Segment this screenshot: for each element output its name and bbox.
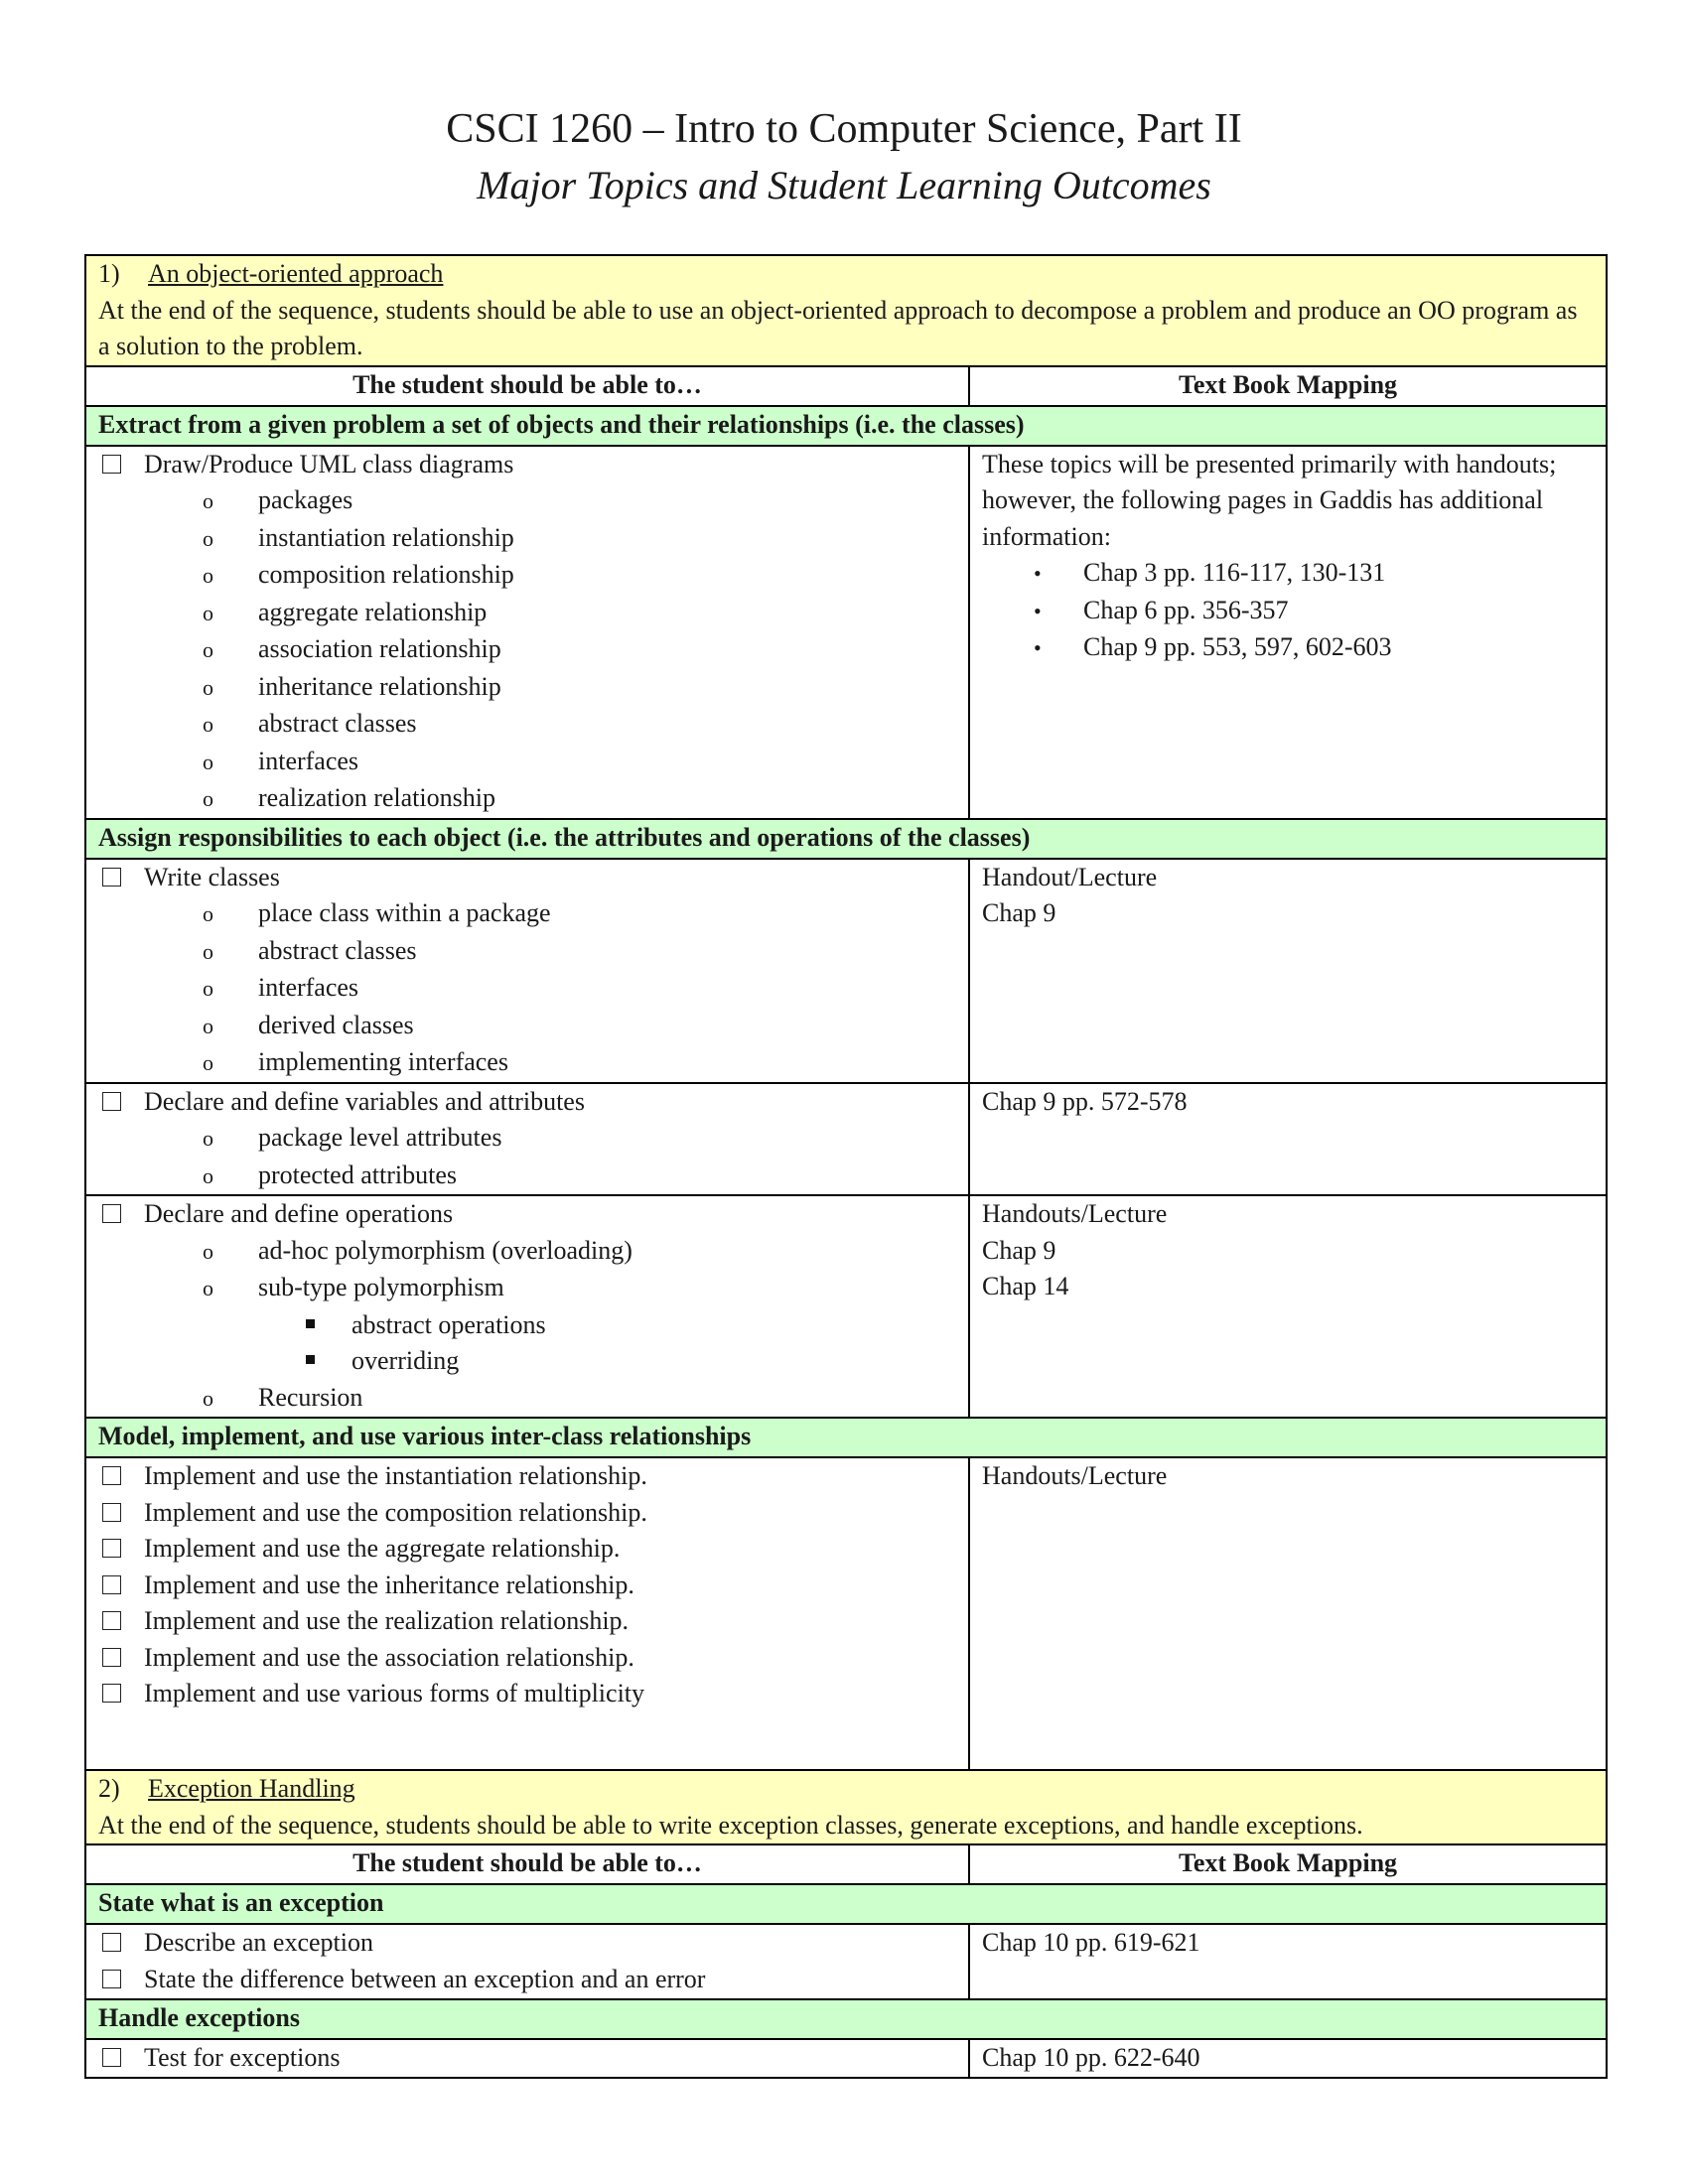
checkbox[interactable] — [102, 868, 121, 887]
mapping-bullet: Chap 9 pp. 553, 597, 602-603 — [1083, 632, 1392, 661]
outcome-subitem: Recursion — [258, 1382, 363, 1412]
section-1-header — [85, 255, 1607, 366]
outcome-subitem: sub-type polymorphism — [258, 1273, 504, 1301]
square-bullet-icon — [302, 1343, 352, 1380]
outcome-list — [85, 1924, 969, 1999]
circle-bullet-icon: o — [203, 1238, 213, 1264]
category-row — [85, 1418, 1607, 1457]
textbook-mapping-cell — [969, 1195, 1607, 1418]
circle-bullet-icon: o — [203, 600, 213, 625]
circle-bullet-icon: o — [203, 1385, 213, 1411]
square-bullet-icon — [302, 1307, 352, 1344]
outcome-item: Describe an exception — [144, 1928, 374, 1957]
outcome-list — [85, 1195, 969, 1418]
outcome-subitem: implementing interfaces — [258, 1047, 508, 1076]
mapping-text: These topics will be presented primarily with handouts; however, the following pages in Gaddis has additional information: — [982, 449, 1557, 551]
mapping-text: Handout/Lecture — [982, 862, 1158, 891]
textbook-mapping-cell — [969, 1924, 1607, 1999]
section-title: An object-oriented approach — [148, 259, 444, 288]
circle-bullet-icon: o — [203, 749, 213, 774]
mapping-text: Chap 14 — [982, 1272, 1069, 1300]
circle-bullet-icon: o — [203, 712, 213, 737]
category-title: Handle exceptions — [85, 1999, 1607, 2039]
circle-bullet-icon: o — [203, 901, 213, 926]
column-header-outcomes: The student should be able to… — [85, 366, 969, 406]
outcome-subitem: interfaces — [258, 973, 359, 1002]
mapping-text: Chap 10 pp. 619-621 — [982, 1928, 1200, 1957]
textbook-mapping-cell — [969, 2039, 1607, 2078]
outcome-row — [85, 1083, 1607, 1196]
checkbox[interactable] — [102, 455, 121, 474]
circle-bullet-icon: o — [203, 976, 213, 1001]
circle-bullet-icon: o — [203, 1013, 213, 1038]
outcome-item: Implement and use the composition relationship. — [144, 1497, 647, 1527]
checkbox[interactable] — [102, 2048, 121, 2067]
checkbox[interactable] — [102, 1648, 121, 1667]
outcome-row — [85, 446, 1607, 819]
outcome-subitem: abstract classes — [258, 935, 417, 965]
section-2-header — [85, 1770, 1607, 1844]
outcome-item: Declare and define variables and attributes — [144, 1086, 585, 1116]
category-row — [85, 1884, 1607, 1924]
circle-bullet-icon: o — [203, 637, 213, 662]
mapping-text: Handouts/Lecture — [982, 1199, 1168, 1228]
mapping-text: Chap 10 pp. 622-640 — [982, 2043, 1200, 2072]
category-title: State what is an exception — [85, 1884, 1607, 1924]
outcome-item: Declare and define operations — [144, 1199, 454, 1228]
outcome-item: Implement and use the aggregate relationship. — [144, 1534, 621, 1563]
column-header-row — [85, 366, 1607, 406]
page-title: CSCI 1260 – Intro to Computer Science, Part II — [446, 106, 1242, 152]
section-1-table — [84, 254, 1608, 1788]
outcome-item: Write classes — [144, 862, 280, 891]
textbook-mapping-cell — [969, 1083, 1607, 1196]
column-header-textbook: Text Book Mapping — [969, 1844, 1607, 1884]
outcome-list — [85, 1083, 969, 1196]
circle-bullet-icon: o — [203, 938, 213, 964]
circle-bullet-icon: o — [203, 488, 213, 513]
outcome-subitem: protected attributes — [258, 1160, 457, 1189]
section-number: 1) — [98, 259, 120, 288]
outcome-subitem: place class within a package — [258, 898, 551, 927]
outcome-subitem: abstract classes — [258, 709, 417, 738]
checkbox[interactable] — [102, 1466, 121, 1485]
category-title: Assign responsibilities to each object (i.e. the attributes and operations of the classes) — [85, 819, 1607, 859]
textbook-mapping-cell — [969, 1457, 1607, 1787]
outcome-item: State the difference between an exception and an error — [144, 1964, 706, 1993]
checkbox[interactable] — [102, 1684, 121, 1703]
category-title: Extract from a given problem a set of objects and their relationships (i.e. the classes) — [85, 406, 1607, 446]
section-description: At the end of the sequence, students should be able to write exception classes, generate exceptions, and handle exceptions. — [98, 1810, 1363, 1840]
outcome-row — [85, 2039, 1607, 2078]
mapping-text: Chap 9 — [982, 1235, 1056, 1265]
column-header-textbook: Text Book Mapping — [969, 366, 1607, 406]
outcome-item: Implement and use various forms of multiplicity — [144, 1679, 645, 1707]
outcome-item: Draw/Produce UML class diagrams — [144, 449, 514, 478]
outcome-subitem: composition relationship — [258, 560, 514, 589]
column-header-outcomes: The student should be able to… — [85, 1844, 969, 1884]
outcome-subitem: package level attributes — [258, 1123, 502, 1152]
circle-bullet-icon: o — [203, 786, 213, 811]
checkbox[interactable] — [102, 1503, 121, 1522]
section-title: Exception Handling — [148, 1774, 355, 1803]
outcome-item: Test for exceptions — [144, 2043, 341, 2072]
circle-bullet-icon: o — [203, 525, 213, 551]
outcome-subitem: interfaces — [258, 746, 359, 775]
circle-bullet-icon: o — [203, 1126, 213, 1151]
outcome-row — [85, 1195, 1607, 1418]
bullet-icon: • — [1034, 635, 1042, 660]
outcome-item: Implement and use the instantiation relationship. — [144, 1461, 647, 1490]
outcome-subitem: packages — [258, 485, 353, 514]
outcome-subitem: aggregate relationship — [258, 597, 488, 626]
column-header-row — [85, 1844, 1607, 1884]
mapping-text: Chap 9 pp. 572-578 — [982, 1086, 1188, 1116]
outcome-subitem: derived classes — [258, 1010, 414, 1039]
outcome-item: Implement and use the inheritance relationship. — [144, 1570, 634, 1599]
outcome-row — [85, 1924, 1607, 1999]
outcome-subitem: realization relationship — [258, 783, 495, 812]
mapping-text: Chap 9 — [982, 898, 1056, 927]
outcome-subitem: inheritance relationship — [258, 671, 501, 701]
outcome-list — [85, 446, 969, 819]
category-row — [85, 406, 1607, 446]
textbook-mapping-cell — [969, 446, 1607, 819]
outcome-list — [85, 859, 969, 1083]
outcome-subitem: ad-hoc polymorphism (overloading) — [258, 1235, 633, 1265]
outcome-subitem: instantiation relationship — [258, 522, 514, 552]
outcome-row — [85, 1457, 1607, 1787]
bullet-icon: • — [1034, 561, 1042, 586]
page-subtitle: Major Topics and Student Learning Outcomes — [477, 163, 1211, 207]
circle-bullet-icon: o — [203, 563, 213, 588]
outcome-subsubitem: overriding — [352, 1346, 460, 1375]
outcome-list — [85, 1457, 969, 1787]
outcome-row — [85, 859, 1607, 1083]
checkbox[interactable] — [102, 1204, 121, 1223]
checkbox[interactable] — [102, 1611, 121, 1630]
bullet-icon: • — [1034, 598, 1042, 623]
outcome-subsubitem: abstract operations — [352, 1309, 546, 1339]
circle-bullet-icon: o — [203, 674, 213, 700]
checkbox[interactable] — [102, 1575, 121, 1594]
section-description: At the end of the sequence, students should be able to use an object-oriented approach to decompose a problem and produce an OO program as a solution to the problem. — [98, 295, 1578, 360]
category-row — [85, 1999, 1607, 2039]
section-number: 2) — [98, 1774, 120, 1803]
mapping-bullet: Chap 3 pp. 116-117, 130-131 — [1083, 558, 1386, 587]
outcome-item: Implement and use the association relationship. — [144, 1642, 634, 1672]
checkbox[interactable] — [102, 1970, 121, 1988]
category-row — [85, 819, 1607, 859]
mapping-text: Handouts/Lecture — [982, 1461, 1168, 1490]
textbook-mapping-cell — [969, 859, 1607, 1083]
checkbox[interactable] — [102, 1539, 121, 1558]
section-2-table — [84, 1769, 1608, 2079]
circle-bullet-icon: o — [203, 1050, 213, 1075]
checkbox[interactable] — [102, 1092, 121, 1111]
circle-bullet-icon: o — [203, 1276, 213, 1300]
circle-bullet-icon: o — [203, 1162, 213, 1188]
category-title: Model, implement, and use various inter-class relationships — [85, 1418, 1607, 1457]
outcome-subitem: association relationship — [258, 634, 501, 663]
mapping-bullet: Chap 6 pp. 356-357 — [1083, 595, 1289, 624]
outcome-list — [85, 2039, 969, 2078]
outcome-item: Implement and use the realization relationship. — [144, 1606, 630, 1635]
checkbox[interactable] — [102, 1933, 121, 1952]
